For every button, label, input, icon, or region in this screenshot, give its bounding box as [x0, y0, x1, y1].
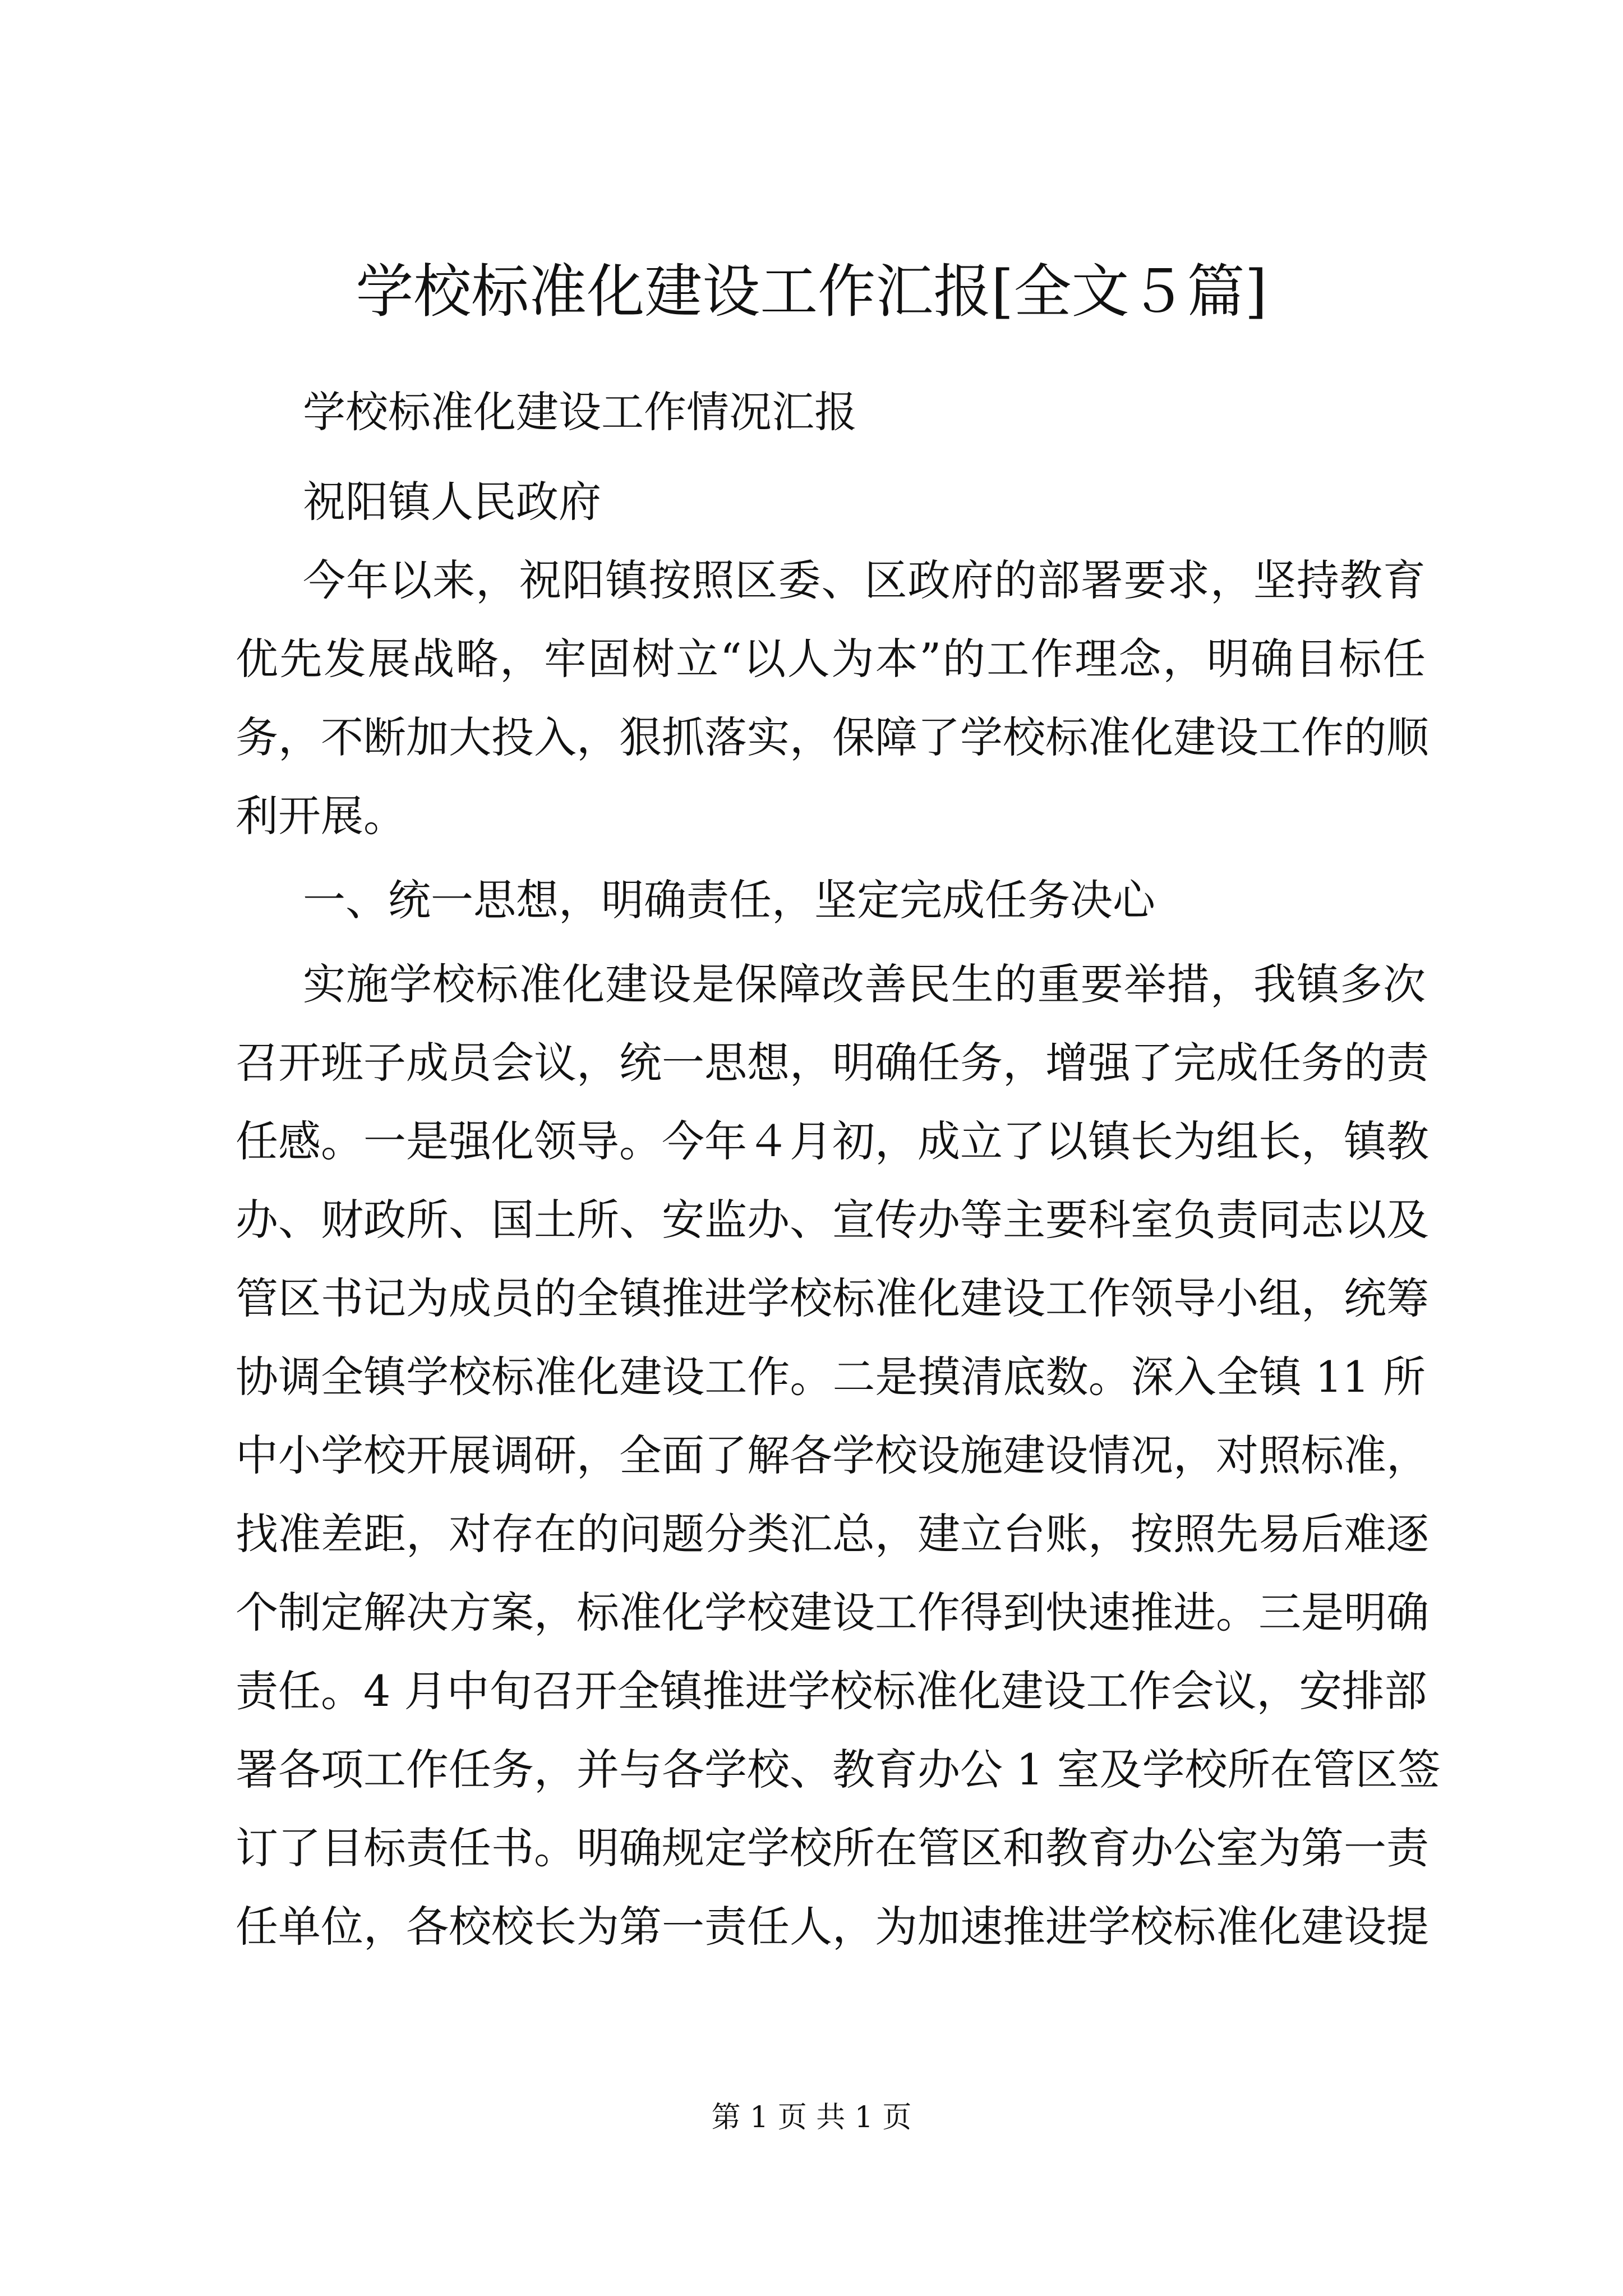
paragraph-line: 任感。一是强化领导。今年４月初，成立了以镇长为组长，镇教	[236, 1116, 1429, 1166]
paragraph-line: 协调全镇学校标准化建设工作。二是摸清底数。深入全镇 11 所	[236, 1352, 1426, 1402]
paragraph-line: 中小学校开展调研，全面了解各学校设施建设情况，对照标准，	[236, 1430, 1429, 1480]
paragraph-line: 优先发展战略，牢固树立“以人为本”的工作理念，明确目标任	[236, 634, 1426, 684]
paragraph-line: 个制定解决方案，标准化学校建设工作得到快速推进。三是明确	[236, 1588, 1429, 1637]
paragraph-line: 找准差距，对存在的问题分类汇总，建立台账，按照先易后难逐	[236, 1509, 1429, 1559]
paragraph-line: 召开班子成员会议，统一思想，明确任务，增强了完成任务的责	[236, 1038, 1429, 1088]
document-author: 祝阳镇人民政府	[303, 477, 601, 527]
paragraph-line: 管区书记为成员的全镇推进学校标准化建设工作领导小组，统筹	[236, 1273, 1429, 1323]
document-title: 学校标准化建设工作汇报[全文５篇]	[356, 258, 1267, 325]
paragraph-line: 今年以来，祝阳镇按照区委、区政府的部署要求，坚持教育	[303, 555, 1426, 605]
paragraph-line: 署各项工作任务，并与各学校、教育办公 1 室及学校所在管区签	[236, 1745, 1441, 1795]
section-heading: 一、统一思想，明确责任，坚定完成任务决心	[303, 875, 1155, 925]
document-subtitle: 学校标准化建设工作情况汇报	[303, 387, 857, 437]
paragraph-line: 办、财政所、国土所、安监办、宣传办等主要科室负责同志以及	[236, 1195, 1429, 1245]
paragraph-line: 订了目标责任书。明确规定学校所在管区和教育办公室为第一责	[236, 1823, 1429, 1873]
page-footer: 第 1 页 共 1 页	[711, 2101, 912, 2134]
paragraph-line: 责任。4 月中旬召开全镇推进学校标准化建设工作会议，安排部	[236, 1666, 1427, 1716]
paragraph-line: 实施学校标准化建设是保障改善民生的重要举措，我镇多次	[303, 959, 1426, 1009]
paragraph-line: 利开展。	[236, 791, 406, 841]
paragraph-line: 任单位，各校校长为第一责任人，为加速推进学校标准化建设提	[236, 1902, 1429, 1952]
paragraph-line: 务，不断加大投入，狠抓落实，保障了学校标准化建设工作的顺	[236, 712, 1429, 762]
